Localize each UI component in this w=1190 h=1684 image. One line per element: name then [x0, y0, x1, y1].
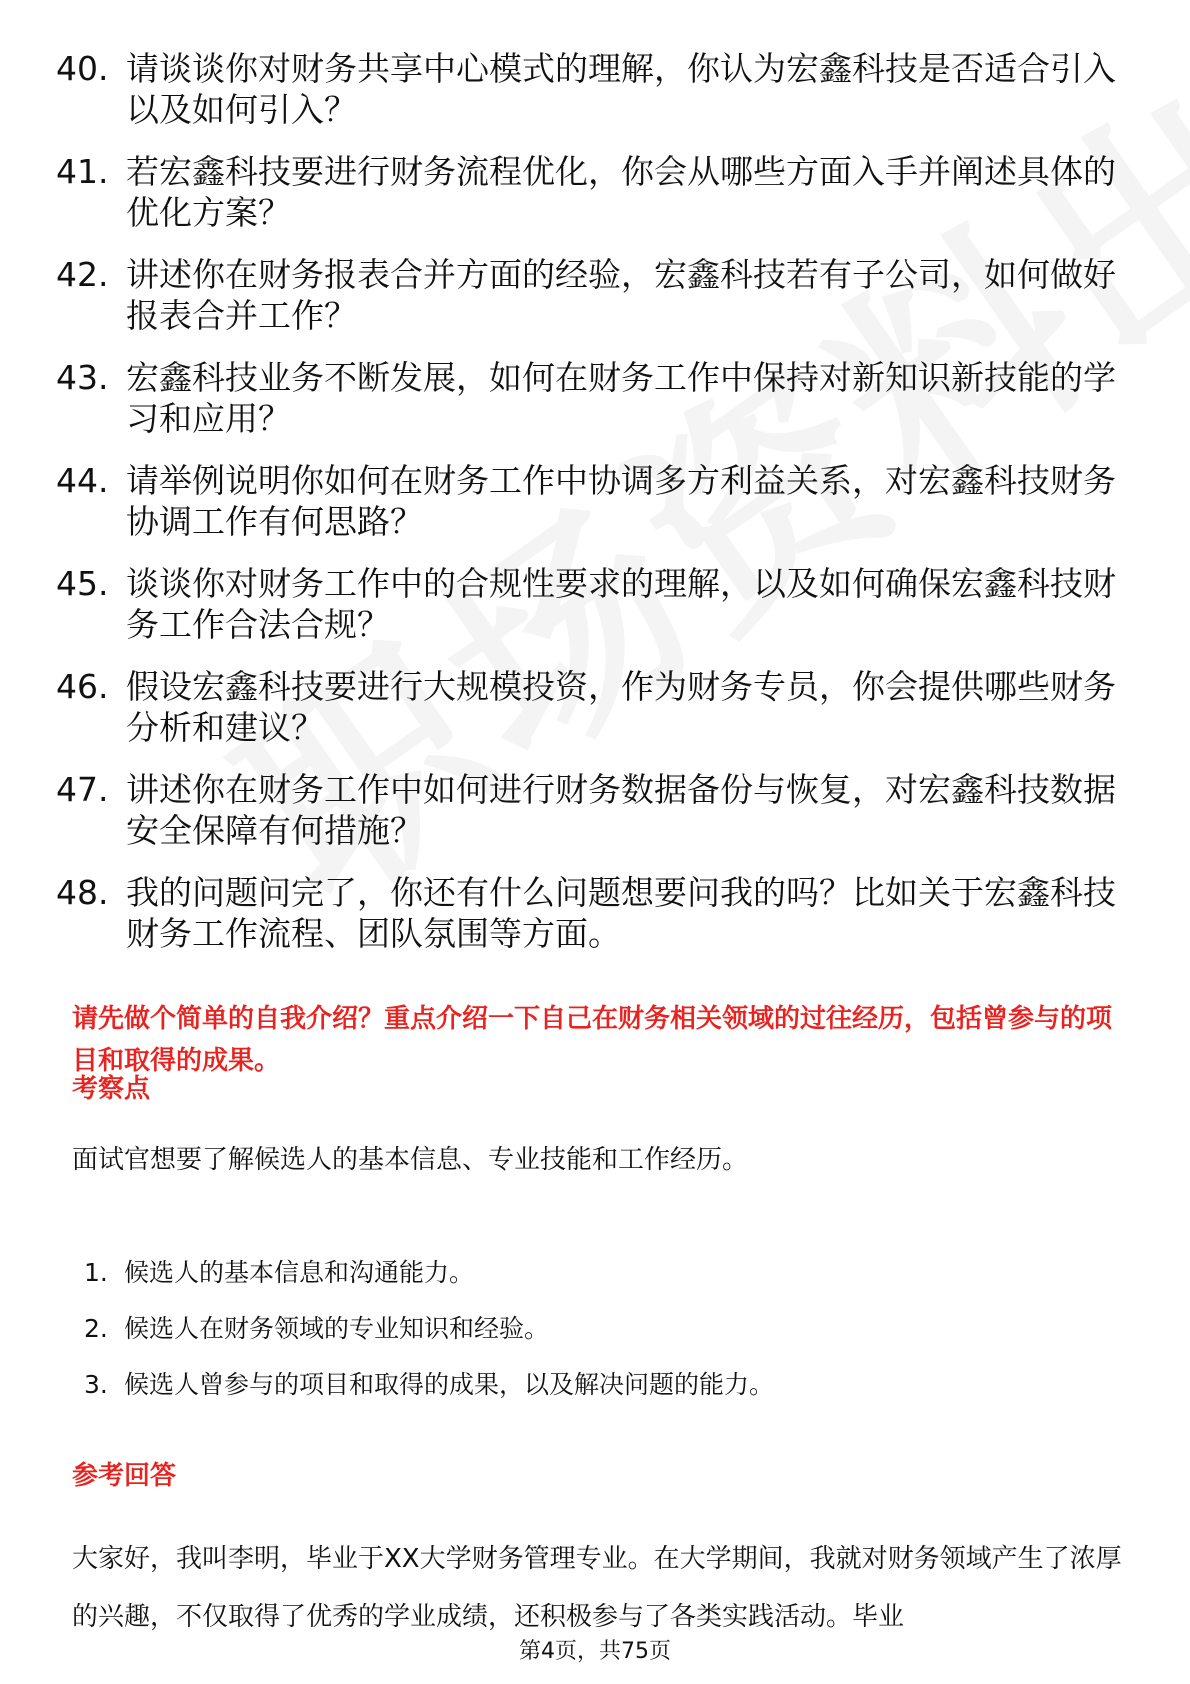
question-text: 谈谈你对财务工作中的合规性要求的理解，以及如何确保宏鑫科技财务工作合法合规？	[126, 564, 1116, 644]
list-item	[84, 1255, 1084, 1291]
question-text: 假设宏鑫科技要进行大规模投资，作为财务专员，你会提供哪些财务分析和建议？	[126, 667, 1116, 747]
question-text: 我的问题问完了，你还有什么问题想要问我的吗？比如关于宏鑫科技财务工作流程、团队氛围等方面。	[126, 873, 1116, 953]
question-item	[56, 872, 1136, 954]
focus-intro: 面试官想要了解候选人的基本信息、专业技能和工作经历。	[72, 1145, 749, 1175]
question-item	[56, 357, 1136, 439]
question-number: 41.	[56, 152, 109, 191]
highlighted-question: 请先做个简单的自我介绍？重点介绍一下自己在财务相关领域的过往经历，包括曾参与的项目和取得的成果。	[72, 1004, 1113, 1076]
answer-section-title: 参考回答	[72, 1461, 177, 1491]
question-item	[56, 254, 1136, 336]
question-number: 42.	[56, 255, 109, 294]
question-item	[56, 460, 1136, 542]
question-item	[56, 48, 1136, 130]
question-text: 讲述你在财务工作中如何进行财务数据备份与恢复，对宏鑫科技数据安全保障有何措施？	[126, 770, 1116, 850]
answer-paragraph: 大家好，我叫李明，毕业于XX大学财务管理专业。在大学期间，我就对财务领域产生了浓厚的兴趣，不仅取得了优秀的学业成绩，还积极参与了各类实践活动。毕业	[72, 1544, 1122, 1632]
list-item	[84, 1367, 1084, 1403]
focus-point-list	[84, 1255, 1084, 1423]
question-number: 44.	[56, 461, 109, 500]
question-number: 47.	[56, 770, 109, 809]
list-item-text: 候选人的基本信息和沟通能力。	[124, 1258, 475, 1287]
focus-section-title: 考察点	[72, 1074, 151, 1104]
question-item	[56, 769, 1136, 851]
question-text: 宏鑫科技业务不断发展，如何在财务工作中保持对新知识新技能的学习和应用？	[126, 358, 1116, 438]
question-number: 45.	[56, 564, 109, 603]
question-item	[56, 563, 1136, 645]
question-number: 43.	[56, 358, 109, 397]
list-item-text: 候选人曾参与的项目和取得的成果，以及解决问题的能力。	[124, 1370, 775, 1399]
question-text: 讲述你在财务报表合并方面的经验，宏鑫科技若有子公司，如何做好报表合并工作？	[126, 255, 1116, 335]
list-item-number: 1.	[84, 1258, 108, 1287]
question-number: 48.	[56, 873, 109, 912]
page-number: 第4页，共75页	[519, 1639, 671, 1664]
question-item	[56, 666, 1136, 748]
list-item-number: 3.	[84, 1370, 108, 1399]
question-list	[56, 48, 1136, 975]
question-number: 40.	[56, 49, 109, 88]
list-item	[84, 1311, 1084, 1347]
question-text: 请谈谈你对财务共享中心模式的理解，你认为宏鑫科技是否适合引入以及如何引入？	[126, 49, 1116, 129]
list-item-number: 2.	[84, 1314, 108, 1343]
question-number: 46.	[56, 667, 109, 706]
question-text: 若宏鑫科技要进行财务流程优化，你会从哪些方面入手并阐述具体的优化方案？	[126, 152, 1116, 232]
question-text: 请举例说明你如何在财务工作中协调多方利益关系，对宏鑫科技财务协调工作有何思路？	[126, 461, 1116, 541]
list-item-text: 候选人在财务领域的专业知识和经验。	[124, 1314, 550, 1343]
question-item	[56, 151, 1136, 233]
